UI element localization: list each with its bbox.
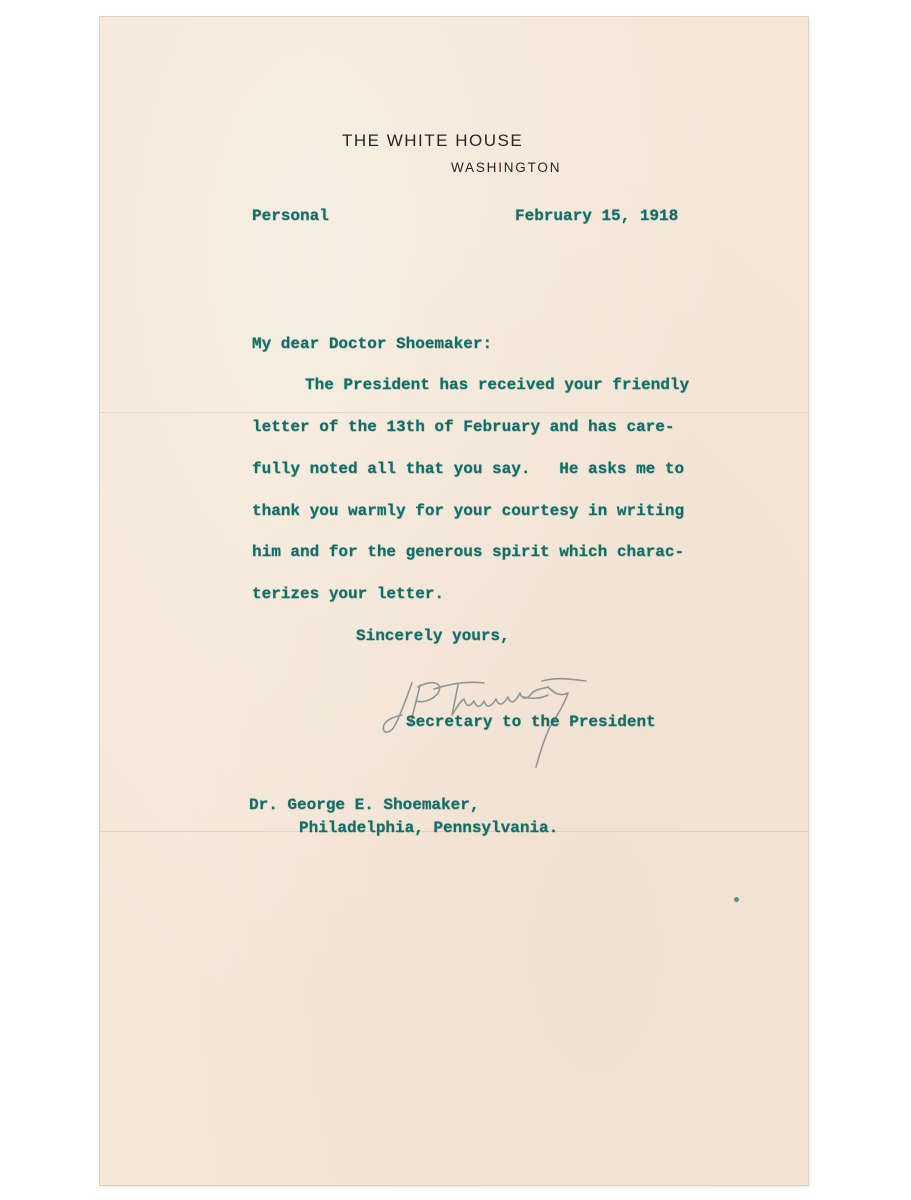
body-line: thank you warmly for your courtesy in writing [252, 502, 685, 520]
letterhead-title: THE WHITE HOUSE [342, 131, 524, 150]
body-line: fully noted all that you say. He asks me to [252, 460, 685, 478]
paper-fold-line [100, 412, 808, 413]
closing: Sincerely yours, [356, 627, 510, 645]
salutation: My dear Doctor Shoemaker: [252, 335, 493, 353]
addressee-city: Philadelphia, Pennsylvania. [299, 819, 559, 837]
ink-dot [734, 897, 739, 902]
letter-sheet [100, 17, 808, 1185]
body-line: letter of the 13th of February and has care- [252, 418, 675, 436]
body-line: him and for the generous spirit which charac- [252, 543, 685, 561]
body-line: The President has received your friendly [305, 376, 690, 394]
signer-title: Secretary to the President [406, 713, 656, 731]
body-line: terizes your letter. [252, 585, 445, 603]
classification-label: Personal [252, 207, 329, 225]
letter-date: February 15, 1918 [515, 207, 679, 225]
addressee-name: Dr. George E. Shoemaker, [249, 796, 480, 814]
letterhead-city: WASHINGTON [451, 160, 562, 175]
